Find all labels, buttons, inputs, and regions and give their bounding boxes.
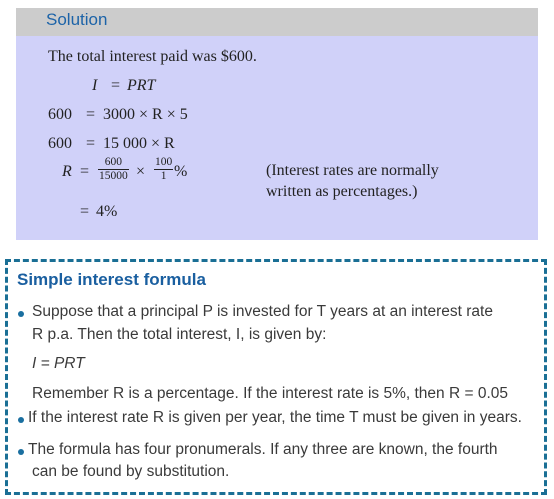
step3-rhs: 15 000 × R <box>103 135 175 152</box>
step1-lhs: I <box>92 77 98 94</box>
bullet-icon <box>18 417 24 423</box>
step4-lhs: R <box>62 163 72 180</box>
simple-interest-box <box>5 259 547 495</box>
step2-eq: = <box>86 106 96 123</box>
step3-eq: = <box>86 135 96 152</box>
solution-panel <box>16 36 538 240</box>
formula-text: I = PRT <box>32 355 85 372</box>
frac2-denominator: 1 <box>160 170 167 182</box>
solution-intro: The total interest paid was $600. <box>48 48 257 65</box>
frac1-denominator: 15000 <box>99 170 128 182</box>
bullet2-text: If the interest rate R is given per year, the time T must be given in years. <box>28 409 522 426</box>
bullet-icon <box>18 449 24 455</box>
frac1-numerator: 600 <box>98 156 129 170</box>
bullet1-line2: R p.a. Then the total interest, I, is given by: <box>32 326 327 343</box>
step4-percent: % <box>174 163 188 180</box>
solution-heading: Solution <box>46 10 108 29</box>
step1-rhs: PRT <box>127 77 156 94</box>
bullet-icon <box>18 311 24 317</box>
bullet3-line1: The formula has four pronumerals. If any three are known, the fourth <box>28 441 498 458</box>
formula-box-title: Simple interest formula <box>17 270 206 289</box>
step2-lhs: 600 <box>48 106 72 123</box>
reminder-text: Remember R is a percentage. If the interest rate is 5%, then R = 0.05 <box>32 385 509 402</box>
bullet1-line1: Suppose that a principal P is invested for T years at an interest rate <box>32 303 493 320</box>
note-line2: written as percentages.) <box>266 183 418 200</box>
step2-rhs: 3000 × R × 5 <box>103 106 188 123</box>
fraction-600-over-15000 <box>98 156 129 183</box>
step5-eq: = <box>80 203 90 220</box>
frac2-numerator: 100 <box>155 156 173 168</box>
step3-lhs: 600 <box>48 135 72 152</box>
step4-times: × <box>136 163 146 180</box>
bullet3-line2: can be found by substitution. <box>32 463 230 480</box>
step4-eq: = <box>80 163 90 180</box>
fraction-100-over-1 <box>154 156 173 183</box>
note-line1: (Interest rates are normally <box>266 162 439 179</box>
step5-rhs: 4% <box>96 203 118 220</box>
solution-header <box>16 8 538 36</box>
step1-eq: = <box>111 77 121 94</box>
